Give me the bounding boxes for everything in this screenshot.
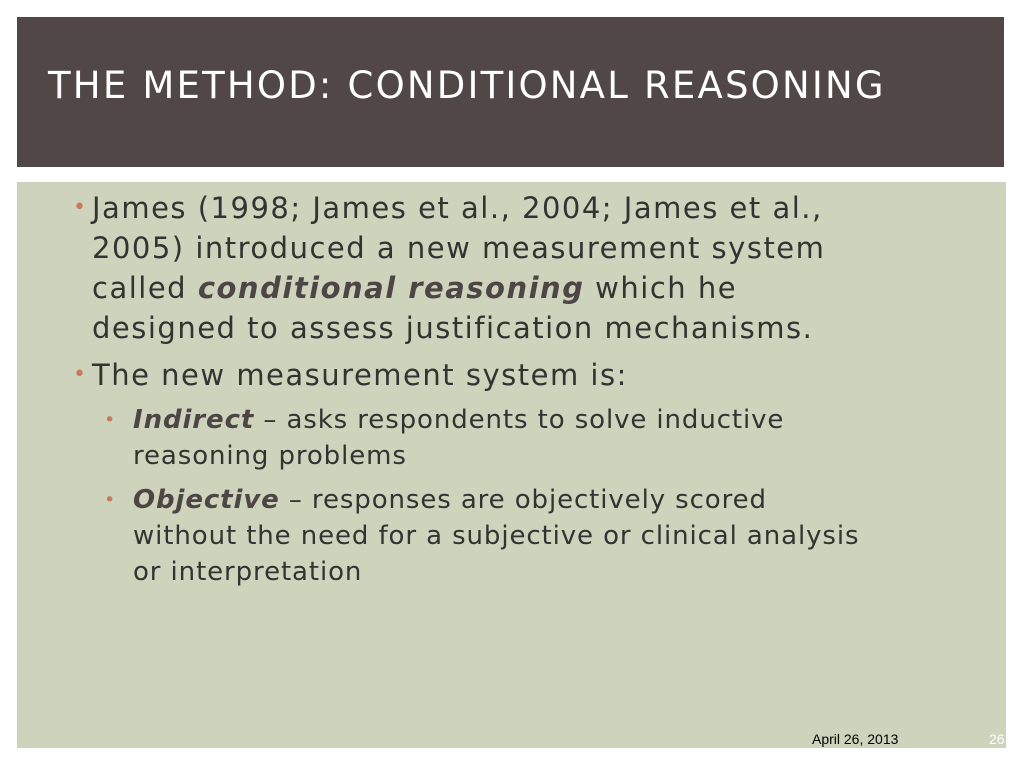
term-objective: Objective [133,485,280,515]
footer-date: April 26, 2013 [812,731,899,747]
bullet-item-james [73,188,873,348]
bullet-item-system [73,355,873,395]
sub-bullet-indirect [104,402,873,474]
slide-title: THE METHOD: CONDITIONAL REASONING [48,64,886,107]
sub-bullet-text: – asks respondents to solve inductive reasoning problems [133,405,785,471]
bullet-icon: • [104,489,116,511]
sub-bullet-text: – responses are objectively scored without the need for a subjective or clinical analysis or interpretation [133,485,860,587]
bullet-icon: • [73,362,86,387]
term-indirect: Indirect [133,405,255,435]
conditional-reasoning-emphasis: conditional reasoning [197,271,585,305]
bullet-text-after: which he designed to assess justification mechanisms. [92,271,814,345]
bullet-text: The new measurement system is: [92,358,628,392]
bullet-icon: • [73,195,86,220]
bullet-text-before: James (1998; James et al., 2004; James et al., 2005) introduced a new measurement system called [92,191,826,305]
sub-bullet-objective [104,482,873,590]
page-number: 26 [989,731,1005,747]
content-area [17,182,1006,748]
bullet-icon: • [104,409,116,431]
bullet-list [73,188,873,598]
